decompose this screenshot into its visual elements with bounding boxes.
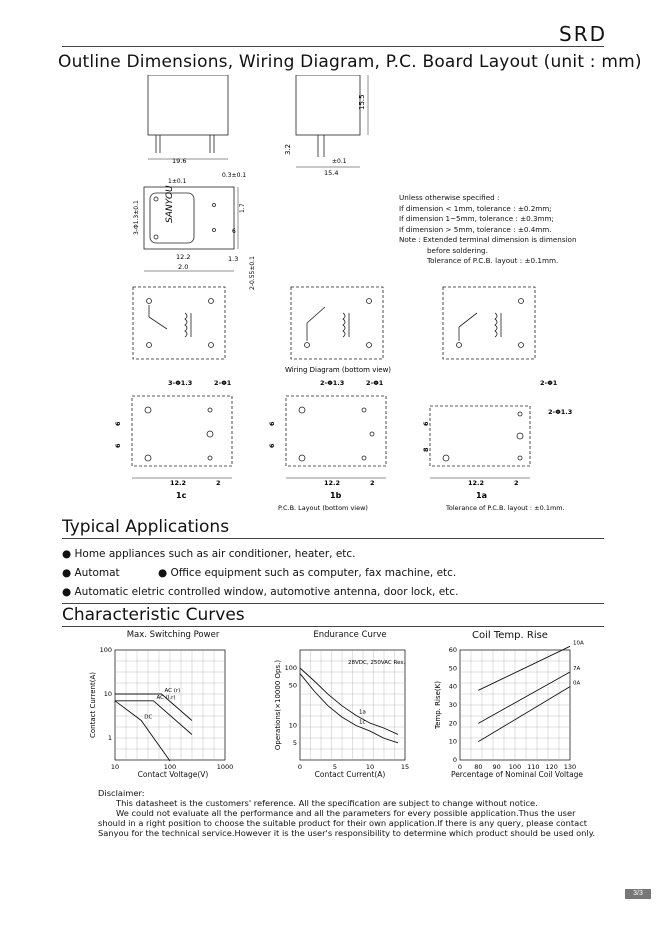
chart3-xlabel: Percentage of Nominal Coil Voltage <box>450 770 584 779</box>
header-rule <box>62 46 604 47</box>
legend-label: 28VDC, 250VAC Res. <box>348 660 406 666</box>
pcb-1a-holes1: 2-Φ1.3 <box>548 408 573 416</box>
pcb-1b <box>286 396 386 478</box>
curves-rule <box>62 626 604 627</box>
y-tick-label: 5 <box>292 738 297 747</box>
x-tick-label: 0 <box>457 763 463 771</box>
dim-side-width: 15.4 <box>324 169 339 177</box>
wiring-1a <box>443 287 535 359</box>
x-tick-label: 90 <box>492 763 501 771</box>
series-label: 7A <box>573 666 581 672</box>
pcb-1c <box>132 396 232 478</box>
disclaimer-heading: Disclaimer: <box>98 788 145 798</box>
applications-heading: Typical Applications <box>62 517 230 537</box>
x-tick-label: 80 <box>474 763 483 771</box>
pcb-1b-w2: 2 <box>370 479 375 487</box>
disclaimer-line1: This datasheet is the customers' reference. All the specification are subject to change without notice. <box>116 798 538 808</box>
brand-logo: SANYOU <box>165 185 175 223</box>
chart2-title: Endurance Curve <box>313 630 387 640</box>
note-line: If dimension > 5mm, tolerance : ±0.4mm. <box>399 224 552 234</box>
series-label: 10A <box>573 640 584 647</box>
x-tick-label: 5 <box>332 763 338 771</box>
y-tick-label: 50 <box>448 664 457 673</box>
application-item: ● Automatic eletric controlled window, automotive antenna, door lock, etc. <box>62 586 459 598</box>
dim-bottom-b4: 1.3 <box>228 255 239 263</box>
y-tick-label: 0 <box>452 756 457 764</box>
applications-rule <box>62 538 604 539</box>
pcb-1a-h2: 8 <box>422 447 430 452</box>
x-tick-label: 10 <box>365 763 375 771</box>
dim-bottom-right: 2-0.55±0.1 <box>249 256 256 290</box>
dim-bottom-r2: 1.7 <box>239 203 246 213</box>
pcb-1a-h1: 6 <box>422 421 430 426</box>
y-tick-label: 10 <box>288 721 297 730</box>
dim-side-height: 15.5 <box>358 94 366 110</box>
wiring-diagrams <box>125 283 545 375</box>
note-line: Unless otherwise specified : <box>399 193 500 202</box>
pcb-1c-h2: 6 <box>114 443 122 448</box>
note-line: before soldering. <box>427 245 488 255</box>
y-tick-label: 1 <box>107 734 112 742</box>
application-item: ● Office equipment such as computer, fax machine, etc. <box>158 567 457 579</box>
bottom-view <box>144 187 238 271</box>
dim-bottom-top1: 1±0.1 <box>168 178 187 185</box>
dim-bottom-left: 3-Φ1.3±0.1 <box>133 200 140 235</box>
chart2-xlabel: Contact Current(A) <box>314 770 386 779</box>
pcb-1c-holes1: 3-Φ1.3 <box>168 379 193 387</box>
y-tick-label: 20 <box>448 719 457 728</box>
y-tick-label: 40 <box>448 682 457 691</box>
side-view <box>296 75 368 167</box>
characteristic-charts <box>60 640 620 785</box>
pcb-1c-h1: 6 <box>114 421 122 426</box>
series-label: DC <box>144 714 153 721</box>
dim-front-width: 19.6 <box>172 157 187 165</box>
x-tick-label: 100 <box>508 763 522 771</box>
page-title: Outline Dimensions, Wiring Diagram, P.C. Board Layout (unit : mm) <box>58 52 642 72</box>
application-item: ● Home appliances such as air conditioner, heater, etc. <box>62 548 356 560</box>
pcb-1b-h2: 6 <box>268 443 276 448</box>
pcb-1a-w1: 12.2 <box>468 479 485 487</box>
series-label: AC (l.r) <box>156 694 176 701</box>
y-tick-label: 10 <box>103 690 112 698</box>
x-tick-label: 110 <box>527 763 540 771</box>
note-line: Tolerance of P.C.B. layout : ±0.1mm. <box>427 256 559 265</box>
chart-coil-temp-rise <box>434 640 584 771</box>
chart1-title: Max. Switching Power <box>126 630 220 640</box>
pcb-1c-w1: 12.2 <box>170 479 187 487</box>
chart3-title: Coil Temp. Rise <box>472 630 548 641</box>
x-tick-label: 15 <box>400 763 410 771</box>
dim-bottom-b3: 2.0 <box>178 263 189 271</box>
pcb-caption: P.C.B. Layout (bottom view) <box>278 504 368 512</box>
application-item: ● Automat <box>62 567 120 579</box>
dim-bottom-b1: 12.2 <box>176 253 191 261</box>
page-number: 3/3 <box>625 889 651 899</box>
tolerance-notes <box>399 193 577 267</box>
pcb-1a-holes2: 2-Φ1 <box>540 379 558 387</box>
note-line: If dimension < 1mm, tolerance : ±0.2mm; <box>399 203 552 213</box>
y-tick-label: 100 <box>99 646 112 654</box>
curves-rule-top <box>62 603 604 604</box>
pcb-1a-w2: 2 <box>514 479 519 487</box>
curves-heading: Characteristic Curves <box>62 605 245 625</box>
y-axis-label: Contact Current(A) <box>89 671 97 739</box>
dim-side-pin: 3.2 <box>284 143 292 155</box>
x-tick-label: 100 <box>163 763 177 771</box>
y-tick-label: 60 <box>448 646 457 654</box>
product-code: SRD <box>559 22 607 46</box>
pcb-1b-w1: 12.2 <box>324 479 341 487</box>
x-tick-label: 120 <box>545 763 558 771</box>
dim-bottom-r1: 6 <box>232 228 236 235</box>
note-line: If dimension 1~5mm, tolerance : ±0.3mm; <box>399 214 554 223</box>
disclaimer-body: We could not evaluate all the performance and all the parameters for every possible application.Thus the user should in a right position to choose the suitable product for their own application.If there is any query, please contact Sanyou for the technical service.However it is the user's responsibility to determine which product should be used only. <box>98 808 596 838</box>
wiring-1b <box>291 287 383 359</box>
chart-endurance-curve <box>274 650 409 771</box>
pcb-layouts <box>110 378 610 513</box>
pcb-1b-holes2: 2-Φ1 <box>366 379 384 387</box>
wiring-caption: Wiring Diagram (bottom view) <box>285 366 392 374</box>
y-axis-label: Operations(×10000 Ops.) <box>274 659 282 751</box>
pcb-1b-holes1: 2-Φ1.3 <box>320 379 345 387</box>
x-tick-label: 1000 <box>216 763 234 771</box>
wiring-1c <box>133 287 225 359</box>
disclaimer <box>98 788 598 838</box>
chart-max-switching-power <box>89 646 233 771</box>
y-tick-label: 10 <box>448 737 457 746</box>
pcb-tolerance: Tolerance of P.C.B. layout : ±0.1mm. <box>446 504 565 512</box>
x-tick-label: 0 <box>297 763 303 771</box>
pcb-1c-holes2: 2-Φ1 <box>214 379 232 387</box>
series-label: 0A <box>573 680 581 687</box>
dim-bottom-top2: 0.3±0.1 <box>222 172 247 179</box>
pcb-1b-label: 1b <box>330 491 342 500</box>
dim-side-pin-tol: ±0.1 <box>332 158 347 165</box>
y-tick-label: 100 <box>284 664 297 672</box>
series-label: 1a <box>359 709 366 716</box>
pcb-1b-h1: 6 <box>268 421 276 426</box>
y-tick-label: 50 <box>288 681 297 690</box>
pcb-1c-w2: 2 <box>216 479 221 487</box>
x-tick-label: 130 <box>563 763 577 771</box>
chart1-xlabel: Contact Voltage(V) <box>137 770 209 779</box>
front-view <box>148 75 228 159</box>
y-axis-label: Temp. Rise(K) <box>434 681 442 729</box>
x-tick-label: 10 <box>110 763 120 771</box>
pcb-1c-label: 1c <box>176 491 187 500</box>
series-label: 1c <box>359 719 366 726</box>
pcb-1a-label: 1a <box>476 491 487 500</box>
y-tick-label: 30 <box>448 701 457 709</box>
note-line: Note : Extended terminal dimension is dimension <box>399 235 577 244</box>
pcb-1a <box>430 406 530 478</box>
series-label: AC (r) <box>164 688 181 694</box>
